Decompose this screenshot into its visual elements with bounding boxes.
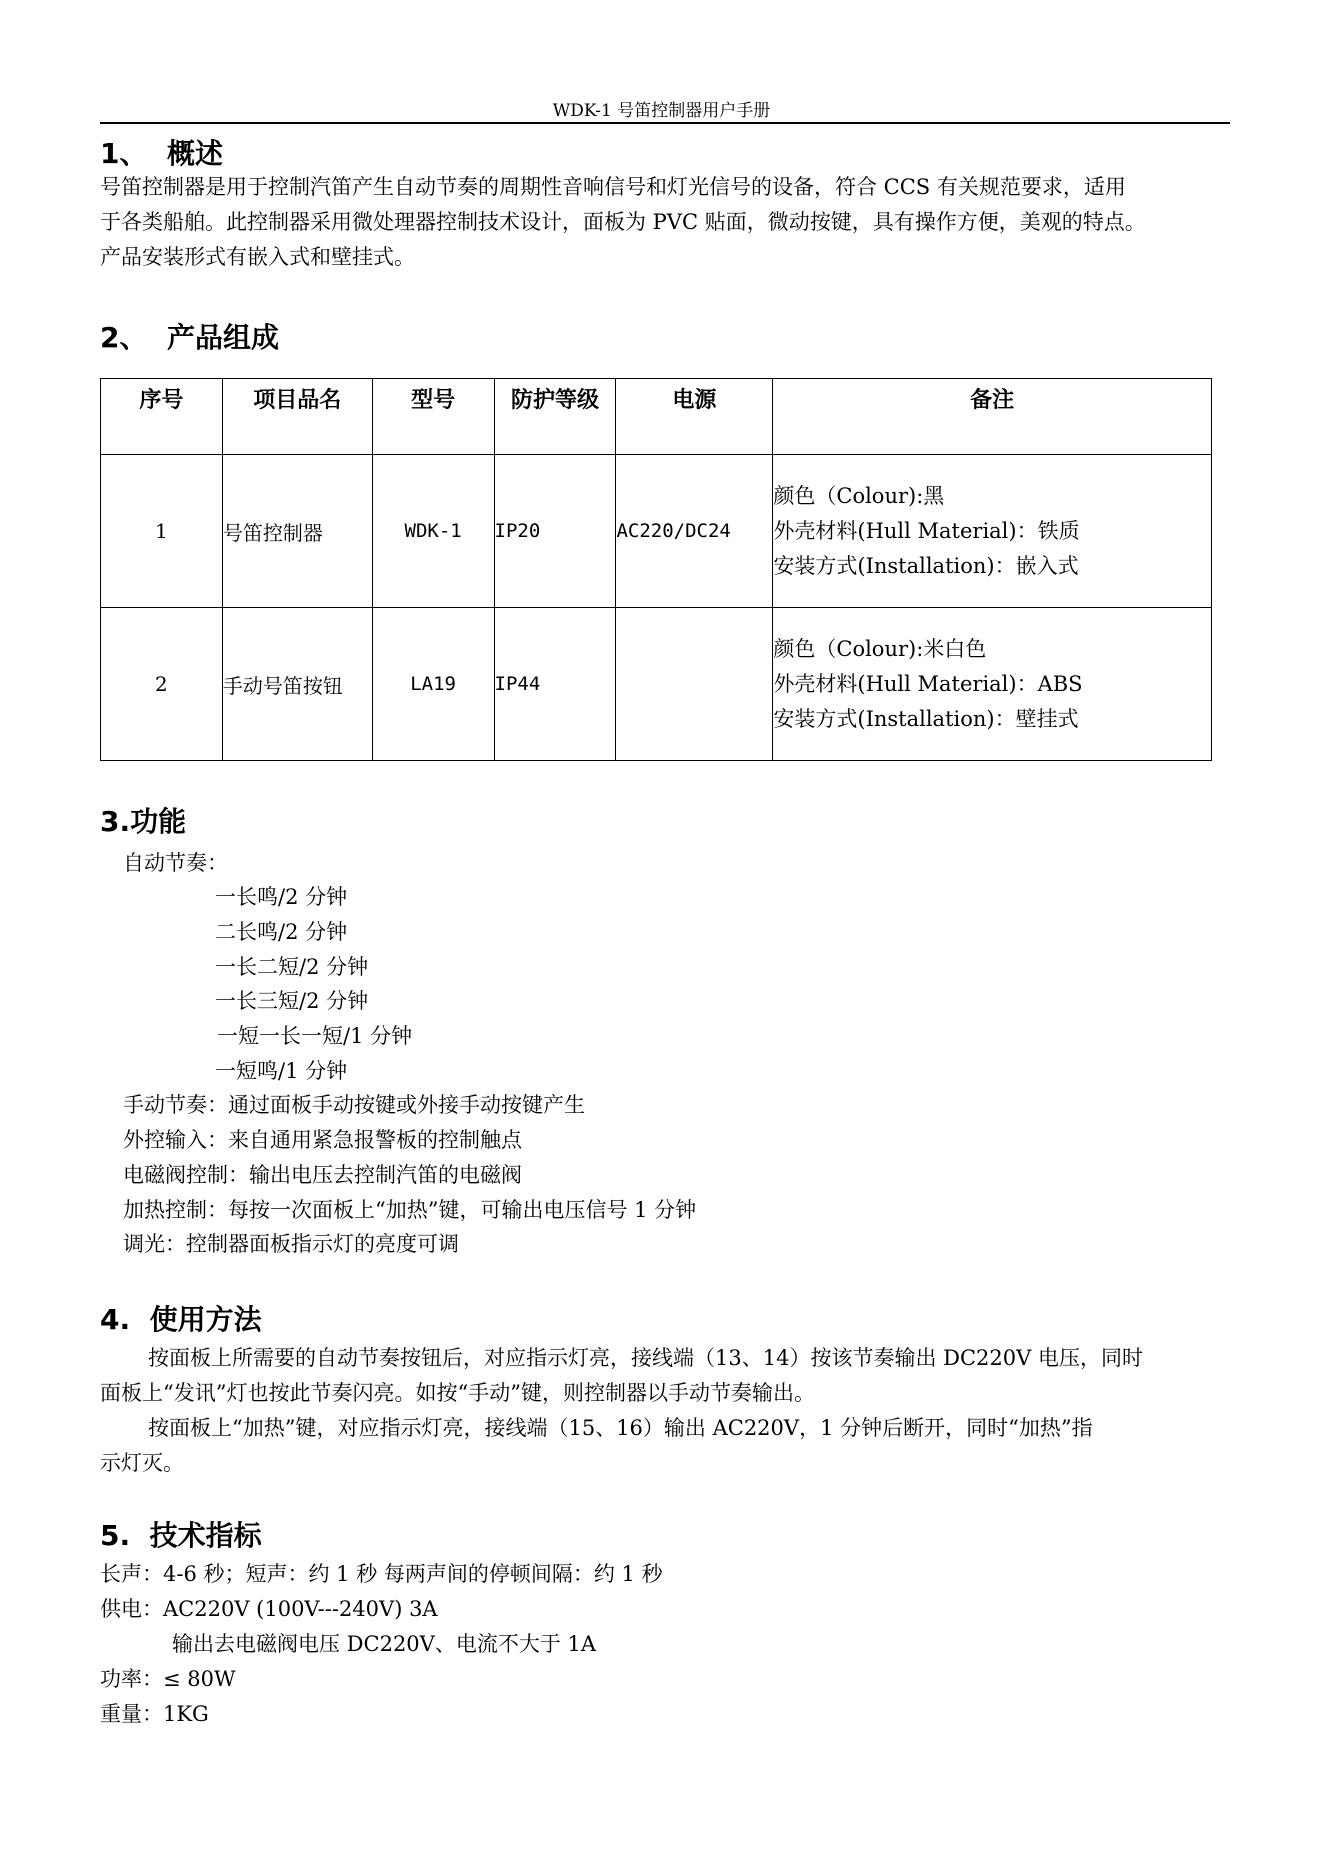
cell-no: 1 [101,455,223,608]
col-header-remarks: 备注 [773,379,1212,455]
feature-line: 电磁阀控制：输出电压去控制汽笛的电磁阀 [123,1163,522,1187]
cell-model: WDK-1 [372,455,494,608]
auto-rhythm-item: 一长二短/2 分钟 [215,955,369,979]
col-header-ip: 防护等级 [494,379,616,455]
remark-material: 外壳材料(Hull Material)：ABS [773,671,1083,696]
cell-model: LA19 [372,608,494,761]
auto-rhythm-item: 一长三短/2 分钟 [215,989,369,1013]
usage-line: 面板上“发讯”灯也按此节奏闪亮。如按“手动”键，则控制器以手动节奏输出。 [100,1381,815,1405]
cell-name: 号笛控制器 [222,455,372,608]
usage-line: 按面板上“加热”键，对应指示灯亮，接线端（15、16）输出 AC220V，1 分钟后断开，同时“加热”指 [148,1416,1093,1440]
paragraph-line: 于各类船舶。此控制器采用微处理器控制技术设计，面板为 PVC 贴面，微动按键，具有操作方便，美观的特点。 [100,210,1146,234]
section-5-heading: 5. 技术指标 [100,1519,262,1552]
cell-remarks [773,455,1212,608]
section-2-heading: 2、 产品组成 [100,321,279,354]
cell-ip: IP44 [494,608,616,761]
cell-no: 2 [101,608,223,761]
remark-installation: 安装方式(Installation)：壁挂式 [773,706,1079,731]
spec-line: 功率：≤ 80W [100,1667,236,1691]
feature-line: 调光：控制器面板指示灯的亮度可调 [123,1232,459,1256]
col-header-name: 项目品名 [222,379,372,455]
feature-line: 加热控制：每按一次面板上“加热”键，可输出电压信号 1 分钟 [123,1198,697,1222]
section-1-heading: 1、 概述 [100,137,223,170]
cell-power [616,608,773,761]
col-header-no: 序号 [101,379,223,455]
product-table [100,378,1212,761]
remark-colour: 颜色（Colour):米白色 [773,636,987,661]
auto-rhythm-item: 一短鸣/1 分钟 [215,1059,348,1083]
spec-line: 输出去电磁阀电压 DC220V、电流不大于 1A [172,1632,597,1656]
auto-rhythm-item: 一长鸣/2 分钟 [215,885,348,909]
feature-line: 手动节奏：通过面板手动按键或外接手动按键产生 [123,1093,585,1117]
cell-remarks [773,608,1212,761]
spec-line: 重量：1KG [100,1702,209,1726]
page-header: WDK-1 号笛控制器用户手册 [552,101,771,121]
cell-ip: IP20 [494,455,616,608]
section-4-heading: 4. 使用方法 [100,1303,262,1336]
auto-rhythm-item: 一短一长一短/1 分钟 [217,1024,413,1048]
section-3-heading: 3.功能 [100,805,187,838]
remark-installation: 安装方式(Installation)：嵌入式 [773,553,1079,578]
usage-line: 按面板上所需要的自动节奏按钮后，对应指示灯亮，接线端（13、14）按该节奏输出 DC220V 电压，同时 [148,1346,1143,1370]
col-header-model: 型号 [372,379,494,455]
usage-line: 示灯灭。 [100,1451,184,1475]
cell-name: 手动号笛按钮 [222,608,372,761]
spec-line: 供电：AC220V (100V---240V) 3A [100,1597,438,1621]
table-row [101,608,1212,761]
section-1-body [100,170,1146,275]
table-header-row [101,379,1212,455]
feature-line: 外控输入：来自通用紧急报警板的控制触点 [123,1128,522,1152]
paragraph-line: 产品安装形式有嵌入式和壁挂式。 [100,245,415,269]
auto-rhythm-label: 自动节奏： [123,851,228,875]
remark-material: 外壳材料(Hull Material)：铁质 [773,518,1080,543]
remark-colour: 颜色（Colour):黑 [773,483,945,508]
cell-power: AC220/DC24 [616,455,773,608]
col-header-power: 电源 [616,379,773,455]
header-rule [100,122,1230,124]
spec-line: 长声：4-6 秒；短声：约 1 秒 每两声间的停顿间隔：约 1 秒 [100,1562,663,1586]
auto-rhythm-item: 二长鸣/2 分钟 [215,920,348,944]
table-row [101,455,1212,608]
paragraph-line: 号笛控制器是用于控制汽笛产生自动节奏的周期性音响信号和灯光信号的设备，符合 CCS 有关规范要求，适用 [100,175,1126,199]
